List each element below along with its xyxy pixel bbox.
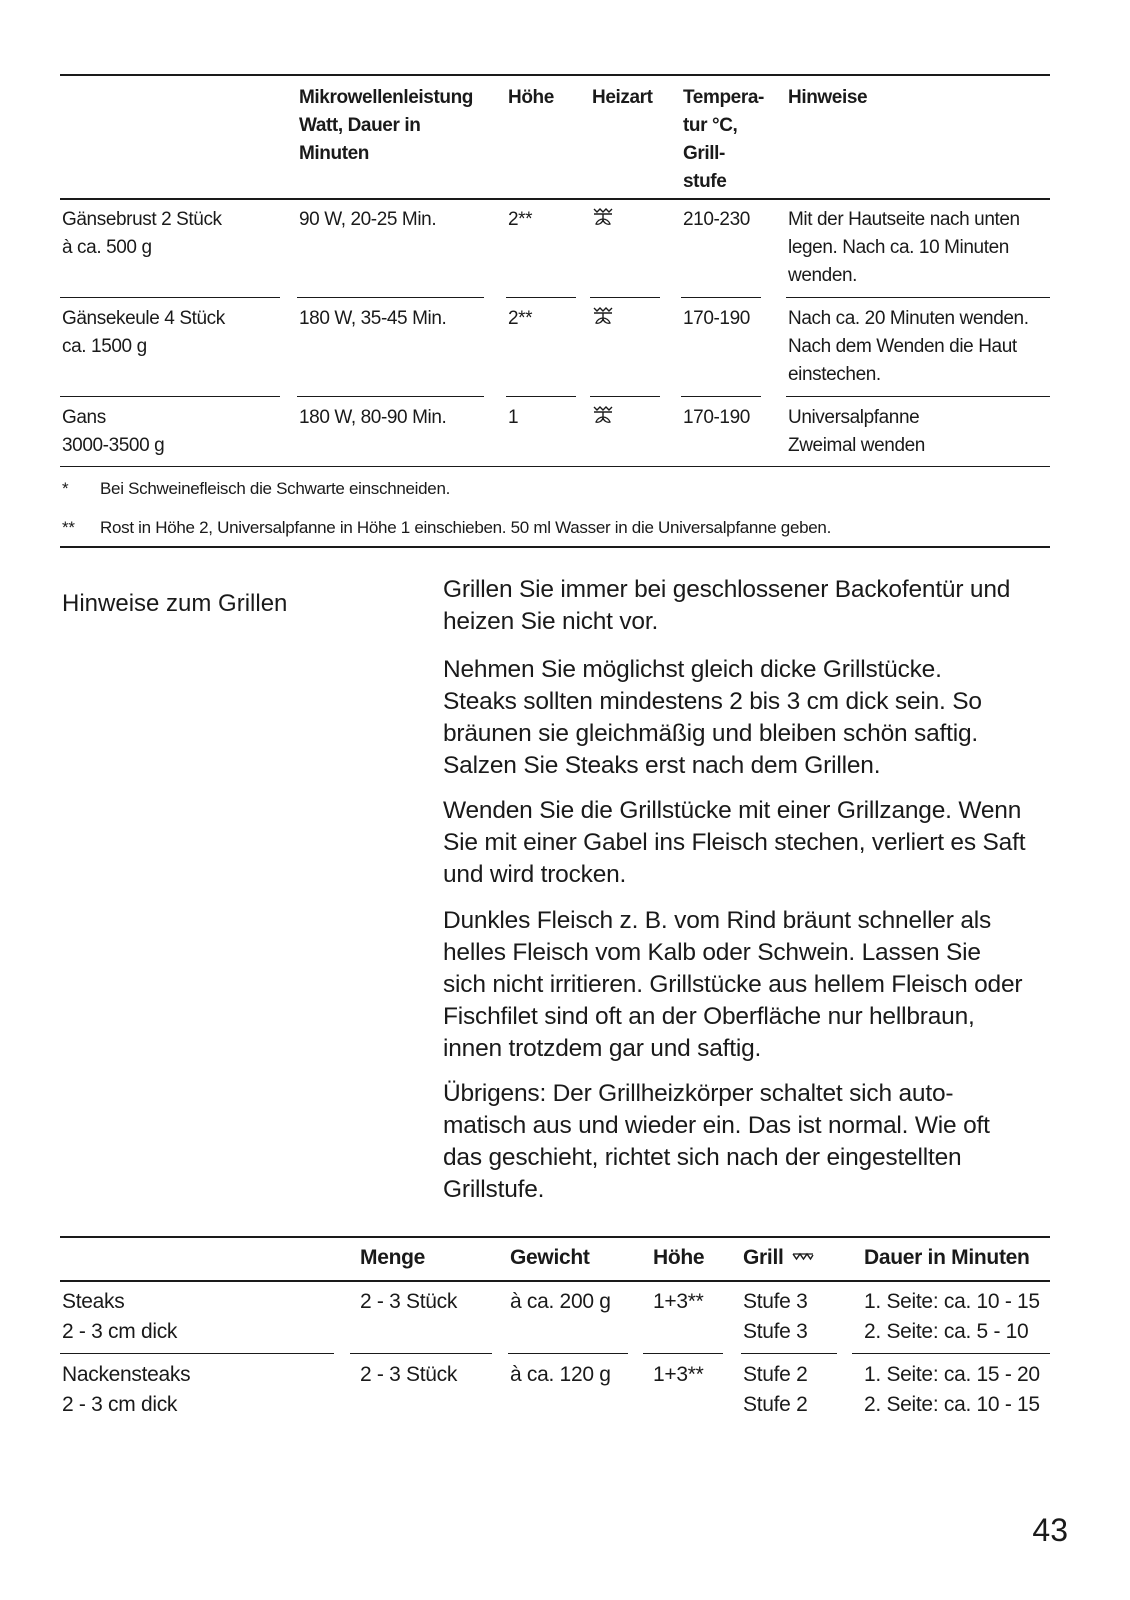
microwave-value: 90 W, 20-25 Min. — [299, 209, 437, 230]
height-value: 1 — [508, 407, 519, 428]
grill-icon — [792, 1252, 814, 1264]
temperature-value: 170-190 — [683, 407, 750, 428]
footnote-mark: ** — [62, 518, 75, 537]
header-notes: Hinweise — [788, 87, 868, 108]
grill-fan-icon — [592, 404, 614, 426]
height-value: 2** — [508, 308, 533, 329]
dish-name: Nackensteaks 2 - 3 cm dick — [62, 1363, 191, 1416]
footnote-text: Bei Schweinefleisch die Schwarte einschneiden. — [100, 479, 451, 498]
paragraph: Dunkles Fleisch z. B. vom Rind bräunt schneller als helles Fleisch vom Kalb oder Schwein. Lassen Sie sich nicht irritieren. Grillstücke aus hellem Fleisch oder Fischfilet sind oft an der Oberfläche nur hellbraun, innen trotzdem gar und saftig. — [443, 907, 1023, 1062]
dish-name: Steaks 2 - 3 cm dick — [62, 1290, 178, 1343]
microwave-value: 180 W, 80-90 Min. — [299, 407, 447, 428]
header-temperature: Tempera- tur °C, Grill- stufe — [683, 87, 764, 192]
header-microwave: Mikrowellenleistung Watt, Dauer in Minuten — [299, 87, 473, 164]
height-value: 1+3** — [653, 1290, 704, 1313]
notes-value: Nach ca. 20 Minuten wenden. Nach dem Wenden die Haut einstechen. — [788, 308, 1029, 385]
dish-name: Gänsebrust 2 Stück à ca. 500 g — [62, 209, 222, 258]
page-number: 43 — [1032, 1512, 1068, 1548]
notes-value: Mit der Hautseite nach unten legen. Nach ca. 10 Minuten wenden. — [788, 209, 1020, 286]
weight-value: à ca. 120 g — [510, 1363, 611, 1386]
amount-value: 2 - 3 Stück — [360, 1363, 458, 1386]
header-grill: Grill — [743, 1243, 814, 1273]
paragraph: Übrigens: Der Grillheizkörper schaltet sich auto- matisch aus und wieder ein. Das ist normal. Wie oft das geschieht, richtet sich nach der eingestellten Grillstufe. — [443, 1080, 990, 1203]
section-title: Hinweise zum Grillen — [62, 590, 288, 617]
header-height: Höhe — [508, 87, 554, 108]
amount-value: 2 - 3 Stück — [360, 1290, 458, 1313]
grill-fan-icon — [592, 206, 614, 228]
grill-level: Stufe 2 Stufe 2 — [743, 1363, 808, 1416]
notes-value: Universalpfanne Zweimal wenden — [788, 407, 925, 456]
microwave-value: 180 W, 35-45 Min. — [299, 308, 447, 329]
footnote-mark: * — [62, 479, 69, 498]
header-height: Höhe — [653, 1246, 705, 1269]
paragraph: Grillen Sie immer bei geschlossener Backofentür und heizen Sie nicht vor. — [443, 576, 1011, 635]
header-weight: Gewicht — [510, 1246, 590, 1269]
dish-name: Gänsekeule 4 Stück ca. 1500 g — [62, 308, 225, 357]
header-amount: Menge — [360, 1246, 426, 1269]
grill-fan-icon — [592, 305, 614, 327]
weight-value: à ca. 200 g — [510, 1290, 611, 1313]
duration-value: 1. Seite: ca. 15 - 20 2. Seite: ca. 10 - 15 — [864, 1363, 1040, 1416]
temperature-value: 170-190 — [683, 308, 750, 329]
paragraph: Wenden Sie die Grillstücke mit einer Grillzange. Wenn Sie mit einer Gabel ins Fleisch stechen, verliert es Saft und wird trocken. — [443, 797, 1026, 888]
height-value: 2** — [508, 209, 533, 230]
temperature-value: 210-230 — [683, 209, 750, 230]
header-heating: Heizart — [592, 87, 653, 108]
paragraph: Nehmen Sie möglichst gleich dicke Grillstücke. Steaks sollten mindestens 2 bis 3 cm dick sein. So bräunen sie gleichmäßig und bleiben schön saftig. Salzen Sie Steaks erst nach dem Grillen. — [443, 656, 982, 779]
dish-name: Gans 3000-3500 g — [62, 407, 165, 456]
grill-level: Stufe 3 Stufe 3 — [743, 1290, 808, 1343]
footnote-text: Rost in Höhe 2, Universalpfanne in Höhe 1 einschieben. 50 ml Wasser in die Universalpfanne geben. — [100, 518, 831, 537]
duration-value: 1. Seite: ca. 10 - 15 2. Seite: ca. 5 - 10 — [864, 1290, 1040, 1343]
height-value: 1+3** — [653, 1363, 704, 1386]
header-duration: Dauer in Minuten — [864, 1246, 1030, 1269]
